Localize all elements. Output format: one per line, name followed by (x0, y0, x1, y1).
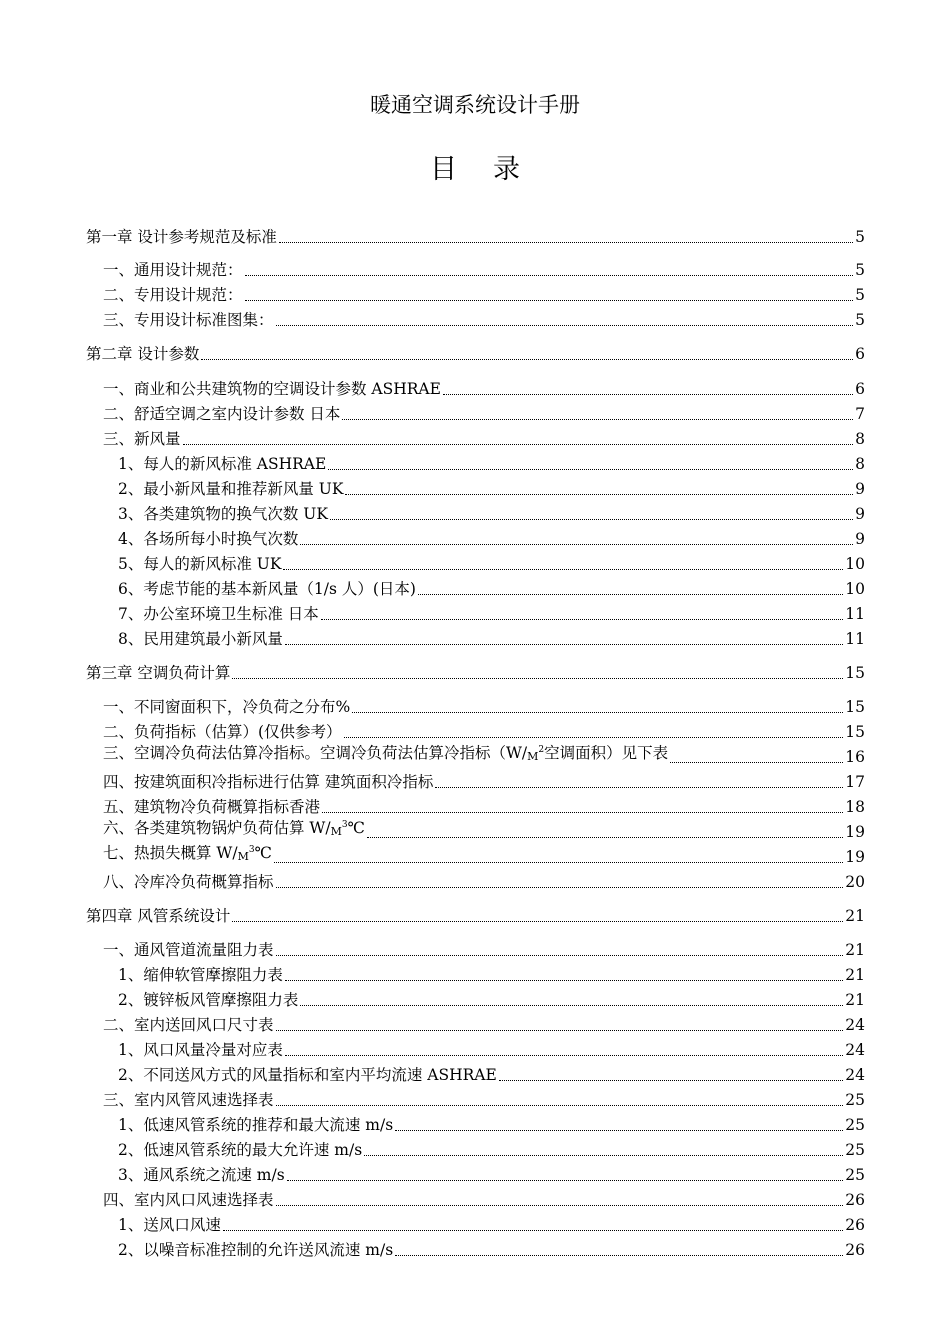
toc-entry-title (103, 696, 350, 718)
toc-page-number: 25 (845, 1141, 865, 1159)
toc-page-number: 11 (845, 630, 865, 648)
toc-entry-title (103, 871, 274, 893)
toc-dot-leader (435, 787, 843, 788)
toc-page-number: 7 (855, 405, 865, 423)
toc-entry-title (118, 1139, 362, 1161)
toc-chapter-entry[interactable] (86, 343, 865, 365)
toc-entry-text: 三、新风量 (103, 430, 181, 448)
toc-page-number: 26 (845, 1241, 865, 1259)
toc-entry-text: 4、各场所每小时换气次数 (118, 530, 299, 548)
toc-dot-leader (279, 242, 853, 243)
toc-entry-text: 七、热损失概算 W/ (103, 844, 238, 862)
toc-section-entry[interactable] (103, 284, 865, 306)
toc-entry-unit-superscript: 3 (248, 845, 255, 855)
toc-entry-text: 第三章 空调负荷计算 (86, 664, 231, 682)
document-title: 暖通空调系统设计手册 (370, 93, 580, 117)
toc-page-number: 26 (845, 1216, 865, 1234)
toc-entry-title (103, 939, 274, 961)
toc-page-number: 8 (855, 455, 865, 473)
toc-entry-title (118, 1239, 393, 1261)
toc-page-number: 5 (855, 228, 865, 246)
toc-entry-title (103, 309, 274, 331)
toc-entry-text: 1、每人的新风标准 ASHRAE (118, 455, 327, 473)
toc-page-number: 17 (845, 773, 865, 791)
toc-entry-title (86, 226, 277, 248)
toc-entry-title (118, 528, 298, 550)
toc-entry-text: 2、不同送风方式的风量指标和室内平均流速 ASHRAE (118, 1066, 497, 1084)
toc-entry-text: 1、低速风管系统的推荐和最大流速 m/s (118, 1116, 394, 1134)
toc-entry-title (118, 1164, 285, 1186)
toc-section-entry[interactable] (103, 428, 865, 450)
toc-page-number: 25 (845, 1116, 865, 1134)
toc-entry-title (118, 603, 319, 625)
toc-entry-title (118, 964, 283, 986)
toc-entry-text: 一、商业和公共建筑物的空调设计参数 ASHRAE (103, 380, 441, 398)
toc-page-number: 24 (845, 1041, 865, 1059)
toc-dot-leader (342, 419, 853, 420)
toc-page-number: 16 (845, 748, 865, 766)
toc-entry-text-suffix: ℃ (347, 819, 365, 837)
toc-dot-leader (276, 1105, 844, 1106)
toc-subsection-entry[interactable] (118, 1164, 865, 1186)
toc-entry-text: 2、以噪音标准控制的允许送风流速 m/s (118, 1241, 394, 1259)
toc-section-entry[interactable] (103, 771, 865, 793)
toc-page-number: 26 (845, 1191, 865, 1209)
toc-entry-text: 6、考虑节能的基本新风量（1/s 人）(日本) (118, 580, 416, 598)
toc-section-entry[interactable] (103, 1014, 865, 1036)
toc-entry-text-suffix: 空调面积）见下表 (544, 744, 669, 762)
toc-subsection-entry[interactable] (118, 1114, 865, 1136)
toc-entry-title (103, 1014, 274, 1036)
toc-dot-leader (276, 1030, 844, 1031)
toc-dot-leader (322, 812, 843, 813)
toc-page-number: 24 (845, 1066, 865, 1084)
toc-page-number: 21 (845, 907, 865, 925)
toc-entry-text: 第二章 设计参数 (86, 345, 200, 363)
toc-page-number: 6 (855, 380, 865, 398)
toc-entry-text: 1、风口风量冷量对应表 (118, 1041, 283, 1059)
toc-dot-leader (364, 1155, 843, 1156)
toc-entry-text: 二、室内送回风口尺寸表 (103, 1016, 274, 1034)
toc-dot-leader (345, 494, 853, 495)
toc-section-entry[interactable] (103, 1089, 865, 1111)
toc-entry-title (118, 1114, 393, 1136)
toc-dot-leader (352, 712, 843, 713)
toc-dot-leader (285, 1055, 843, 1056)
toc-entry-text: 7、办公室环境卫生标准 日本 (118, 605, 319, 623)
toc-entry-title (103, 403, 340, 425)
toc-section-entry[interactable] (103, 378, 865, 400)
toc-chapter-entry[interactable] (86, 905, 865, 927)
toc-entry-text: 第四章 风管系统设计 (86, 907, 231, 925)
toc-entry-text: 六、各类建筑物锅炉负荷估算 W/ (103, 819, 331, 837)
toc-page-number: 5 (855, 286, 865, 304)
toc-entry-title (118, 1039, 283, 1061)
toc-subsection-entry[interactable] (118, 628, 865, 650)
toc-entry-text: 四、室内风口风速选择表 (103, 1191, 274, 1209)
toc-entry-text: 一、不同窗面积下，冷负荷之分布% (103, 698, 351, 716)
toc-entry-text: 2、最小新风量和推荐新风量 UK (118, 480, 344, 498)
toc-dot-leader (321, 619, 843, 620)
toc-page-number: 10 (845, 580, 865, 598)
toc-page-number: 10 (845, 555, 865, 573)
toc-dot-leader (276, 1205, 844, 1206)
toc-entry-title (103, 839, 272, 868)
toc-dot-leader (367, 837, 843, 838)
toc-page-number: 9 (855, 505, 865, 523)
toc-page-number: 5 (855, 261, 865, 279)
toc-dot-leader (443, 394, 853, 395)
toc-subsection-entry[interactable] (118, 478, 865, 500)
toc-entry-unit-superscript: 2 (538, 745, 545, 755)
toc-entry-text: 四、按建筑面积冷指标进行估算 建筑面积冷指标 (103, 773, 434, 791)
toc-entry-title (118, 1064, 497, 1086)
toc-entry-title (86, 662, 230, 684)
toc-page-number: 24 (845, 1016, 865, 1034)
toc-dot-leader (330, 519, 853, 520)
toc-page-number: 18 (845, 798, 865, 816)
toc-dot-leader (395, 1255, 843, 1256)
toc-page-number: 6 (855, 345, 865, 363)
toc-dot-leader (245, 275, 854, 276)
toc-entry-title (103, 378, 441, 400)
toc-chapter-entry[interactable] (86, 226, 865, 248)
toc-entry-title (118, 553, 281, 575)
toc-subsection-entry[interactable] (118, 1139, 865, 1161)
toc-page-number: 15 (845, 698, 865, 716)
toc-dot-leader (201, 359, 853, 360)
toc-dot-leader (232, 921, 843, 922)
toc-page-number: 21 (845, 966, 865, 984)
toc-page-number: 5 (855, 311, 865, 329)
toc-dot-leader (276, 325, 854, 326)
toc-entry-unit-subscript: M (330, 825, 342, 838)
toc-dot-leader (276, 955, 844, 956)
toc-entry-title (118, 628, 283, 650)
toc-section-entry[interactable] (103, 696, 865, 718)
toc-page-number: 15 (845, 723, 865, 741)
toc-dot-leader (287, 1180, 844, 1181)
toc-entry-unit-subscript: M (527, 750, 539, 763)
toc-page-number: 21 (845, 991, 865, 1009)
toc-dot-leader (276, 887, 844, 888)
toc-heading-char-1: 目 (430, 154, 457, 185)
toc-entry-text: 一、通风管道流量阻力表 (103, 941, 274, 959)
toc-entry-title (103, 771, 433, 793)
toc-subsection-entry[interactable] (118, 964, 865, 986)
toc-entry-title (118, 1214, 221, 1236)
toc-dot-leader (344, 737, 844, 738)
toc-entry-text: 2、镀锌板风管摩擦阻力表 (118, 991, 299, 1009)
toc-entry-text-suffix: ℃ (254, 844, 272, 862)
toc-entry-text: 二、负荷指标（估算）(仅供参考） (103, 723, 342, 741)
toc-dot-leader (283, 569, 843, 570)
toc-section-entry[interactable] (103, 309, 865, 331)
toc-entry-text: 三、室内风管风速选择表 (103, 1091, 274, 1109)
toc-page-number: 19 (845, 848, 865, 866)
toc-subsection-entry[interactable] (118, 1064, 865, 1086)
toc-heading-char-2: 录 (493, 154, 520, 185)
toc-entry-title (86, 343, 199, 365)
toc-dot-leader (328, 469, 853, 470)
toc-page-number: 21 (845, 941, 865, 959)
toc-section-entry[interactable] (103, 846, 865, 868)
toc-entry-text: 二、舒适空调之室内设计参数 日本 (103, 405, 341, 423)
toc-dot-leader (223, 1230, 843, 1231)
toc-entry-title (118, 478, 343, 500)
toc-dot-leader (395, 1130, 843, 1131)
toc-entry-title (118, 989, 298, 1011)
toc-page-number: 19 (845, 823, 865, 841)
toc-page-number: 20 (845, 873, 865, 891)
toc-entry-text: 5、每人的新风标准 UK (118, 555, 282, 573)
toc-dot-leader (300, 544, 853, 545)
toc-page-number: 25 (845, 1166, 865, 1184)
toc-dot-leader (670, 762, 843, 763)
toc-entry-title (118, 503, 328, 525)
toc-subsection-entry[interactable] (118, 528, 865, 550)
toc-page-number: 8 (855, 430, 865, 448)
toc-subsection-entry[interactable] (118, 503, 865, 525)
toc-section-entry[interactable] (103, 1189, 865, 1211)
toc-dot-leader (499, 1080, 843, 1081)
toc-page-number: 15 (845, 664, 865, 682)
toc-page-number: 25 (845, 1091, 865, 1109)
toc-entry-text: 三、专用设计标准图集： (103, 311, 274, 329)
toc-section-entry[interactable] (103, 746, 865, 768)
toc-chapter-entry[interactable] (86, 662, 865, 684)
toc-dot-leader (418, 594, 843, 595)
toc-entry-text: 第一章 设计参考规范及标准 (86, 228, 277, 246)
toc-entry-text: 2、低速风管系统的最大允许速 m/s (118, 1141, 363, 1159)
toc-entry-text: 8、民用建筑最小新风量 (118, 630, 283, 648)
toc-section-entry[interactable] (103, 403, 865, 425)
toc-entry-text: 五、建筑物冷负荷概算指标香港 (103, 798, 321, 816)
toc-subsection-entry[interactable] (118, 578, 865, 600)
toc-subsection-entry[interactable] (118, 1214, 865, 1236)
toc-entry-text: 3、通风系统之流速 m/s (118, 1166, 285, 1184)
toc-entry-text: 二、专用设计规范： (103, 286, 243, 304)
toc-entry-unit-subscript: M (237, 850, 249, 863)
toc-page-number: 9 (855, 530, 865, 548)
toc-subsection-entry[interactable] (118, 553, 865, 575)
toc-subsection-entry[interactable] (118, 453, 865, 475)
toc-dot-leader (232, 678, 843, 679)
toc-section-entry[interactable] (103, 939, 865, 961)
toc-entry-text: 1、缩伸软管摩擦阻力表 (118, 966, 283, 984)
toc-entry-text: 1、送风口风速 (118, 1216, 221, 1234)
toc-entry-title (118, 578, 416, 600)
toc-entry-title (86, 905, 230, 927)
toc-subsection-entry[interactable] (118, 1039, 865, 1061)
toc-subsection-entry[interactable] (118, 989, 865, 1011)
toc-dot-leader (274, 862, 843, 863)
toc-section-entry[interactable] (103, 259, 865, 281)
toc-entry-title (103, 284, 243, 306)
toc-entry-unit-superscript: 3 (341, 820, 348, 830)
toc-entry-text: 3、各类建筑物的换气次数 UK (118, 505, 328, 523)
toc-section-entry[interactable] (103, 871, 865, 893)
toc-subsection-entry[interactable] (118, 1239, 865, 1261)
toc-entry-title (103, 739, 668, 768)
toc-dot-leader (183, 444, 854, 445)
toc-entry-title (103, 428, 181, 450)
toc-entry-text: 一、通用设计规范： (103, 261, 243, 279)
toc-page-number: 9 (855, 480, 865, 498)
toc-entry-text: 八、冷库冷负荷概算指标 (103, 873, 274, 891)
toc-subsection-entry[interactable] (118, 603, 865, 625)
toc-entry-title (118, 453, 326, 475)
toc-dot-leader (245, 300, 854, 301)
toc-dot-leader (300, 1005, 843, 1006)
toc-entry-title (103, 1089, 274, 1111)
toc-entry-text: 三、空调冷负荷法估算冷指标。空调冷负荷法估算冷指标（W/ (103, 744, 528, 762)
toc-entry-title (103, 1189, 274, 1211)
toc-dot-leader (285, 644, 843, 645)
toc-entry-title (103, 259, 243, 281)
toc-page-number: 11 (845, 605, 865, 623)
toc-dot-leader (285, 980, 843, 981)
